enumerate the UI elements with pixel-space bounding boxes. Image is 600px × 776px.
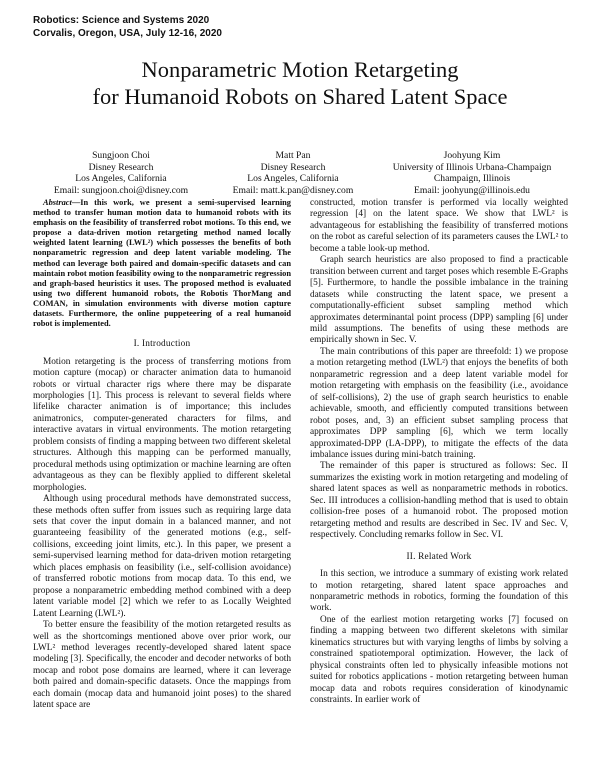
- abstract-text: —In this work, we present a semi-supervised learning method to transfer human motion data to humanoid robots with its emphasis on the feasibility of transferred robot motions. To this end, we propose a data-driven motion retargeting method named locally weighted latent learning (LWL²) which possesses the benefits of both nonparametric regression and deep latent variable modeling. The method can leverage both paired and domain-specific datasets and can maintain robot motion feasibility owing to the nonparametric regression and graph-based heuristics it uses. The proposed method is evaluated using two different humanoid robots, the Robotis ThorMang and COMAN, in simulation environments with diverse motion capture datasets. Furthermore, the online puppeteering of a real humanoid robot is implemented.: [33, 198, 291, 329]
- paragraph: Although using procedural methods have demonstrated success, these methods often suffer from issues such as requiring large data sets that cover the input domain in a balanced manner, and not guaranteeing feasibility of the generated motions (e.g., self-collisions, exceeding joint limits, etc.). In this paper, we present a semi-supervised learning method for data-driven motion retargeting which places emphasis on feasibility (i.e., self-collision avoidance) of transferred robotic motions from mocap data. To this end, we propose a nonparametric embedding method combined with a deep latent variable model [2] which we refer to as Locally Weighted Latent Learning (LWL²).: [33, 494, 291, 619]
- author-3: [377, 150, 567, 196]
- venue-line-1: Robotics: Science and Systems 2020: [33, 15, 210, 26]
- abstract-label: Abstract: [43, 198, 72, 207]
- author-affiliation: Disney Research: [260, 161, 326, 173]
- paragraph: To better ensure the feasibility of the motion retargeted results as well as the shortcomings mentioned above over prior work, our LWL² method leverages recently-developed shared latent space modeling [3]. Specifically, the encoder and decoder networks of both mocap and robot pose domains are learned, where it can leverage both paired and domain-specific datasets. Once the mappings from each domain (mocap data and humanoid joint poses) to the shared latent space are: [33, 620, 291, 711]
- author-name: Sungjoon Choi: [92, 150, 150, 161]
- author-location: Champaign, Illinois: [433, 173, 511, 185]
- author-email: Email: matt.k.pan@disney.com: [232, 184, 354, 196]
- author-2: [218, 150, 368, 196]
- paragraph: One of the earliest motion retargeting works [7] focused on finding a mapping between two different skeletons with similar kinematics structures but with varying lengths of limbs by solving a constrained spatiotemporal optimization. However, the lack of physical constraints often led to physically infeasible motions not suited for robotics applications - motion retargeting between human mocap data and robots requires consideration of kinodynamic constraints. In earlier work of: [310, 614, 568, 706]
- title-line-2: for Humanoid Robots on Shared Latent Space: [92, 84, 508, 109]
- paragraph: In this section, we introduce a summary of existing work related to motion retargeting, shared latent space approaches and nonparametric methods in robotics, forming the foundation of this work.: [310, 569, 568, 614]
- paragraph: Motion retargeting is the process of transferring motions from motion capture (mocap) or character animation data to humanoid robots or virtual character rigs where there may be disparate morphologies [1]. This process is relevant to several fields where lifelike character animation is of importance; this includes animatronics, computer-generated characters for films, and interactive avatars in virtual environments. The motion retargeting problem consists of finding a mapping between two different skeletal structures. Although this mapping can be performed manually, procedural methods using optimization or machine learning are often advantageous as they can be flexibly applied to different skeletal morphologies.: [33, 356, 291, 493]
- author-block: [33, 150, 567, 196]
- abstract: [33, 198, 291, 329]
- left-column: [33, 198, 291, 712]
- author-email: Email: sungjoon.choi@disney.com: [53, 184, 189, 196]
- author-1: [33, 150, 209, 196]
- paragraph: The remainder of this paper is structured as follows: Sec. II summarizes the existing work in motion retargeting and modeling of shared latent spaces as well as nonparametric methods in robotics. Sec. III introduces a collision-handling method that is used to obtain collision-free poses of a humanoid robot. The proposed motion retargeting method and results are described in Sec. IV and Sec. V, respectively. Concluding remarks follow in Sec. VI.: [310, 461, 568, 541]
- paragraph: The main contributions of this paper are threefold: 1) we propose a motion retargeting method (LWL²) that enjoys the benefits of both nonparametric regression and a deep latent variable model for motion retargeting with emphasis on the feasibility (i.e., avoidance of self-collisions), 2) the use of graph search heuristics to enable achievable, smooth, and efficiently computed transitions between robot poses, and, 3) an efficient subset sampling process that approximates DPP sampling [6], which we term locally approximated-DPP (LA-DPP), to mitigate the effects of the data imbalance issues during mini-batch training.: [310, 346, 568, 460]
- venue-header: [33, 14, 222, 40]
- section-heading-related-work: II. Related Work: [406, 551, 472, 562]
- paragraph: Graph search heuristics are also proposed to find a practicable transition between current and target poses which resemble E-Graphs [5]. Furthermore, to handle the possible imbalance in the training datasets while constructing the latent space, we present a computationally-efficient subset sampling method which approximates determinantal point process (DPP) sampling [6] under mild assumptions. The benefits of using these methods are empirically shown in Sec. V.: [310, 255, 568, 346]
- author-affiliation: University of Illinois Urbana-Champaign: [392, 161, 552, 173]
- author-location: Los Angeles, California: [75, 173, 167, 185]
- paper-title: [0, 56, 600, 110]
- author-email: Email: joohyung@illinois.edu: [414, 184, 530, 196]
- author-affiliation: Disney Research: [88, 161, 154, 173]
- title-line-1: Nonparametric Motion Retargeting: [141, 57, 459, 82]
- venue-line-2: Corvalis, Oregon, USA, July 12-16, 2020: [33, 28, 222, 39]
- author-name: Joohyung Kim: [443, 150, 501, 161]
- right-column: [310, 198, 568, 706]
- author-location: Los Angeles, California: [247, 173, 339, 185]
- author-name: Matt Pan: [275, 150, 311, 161]
- paragraph-continued: constructed, motion transfer is performed via locally weighted regression [4] on the latent space. We show that LWL² is advantageous for establishing the feasibility of transferred motions on the robot as careful selection of its parameters causes the LWL² to become a table look-up method.: [310, 198, 568, 254]
- section-heading-introduction: I. Introduction: [133, 339, 191, 350]
